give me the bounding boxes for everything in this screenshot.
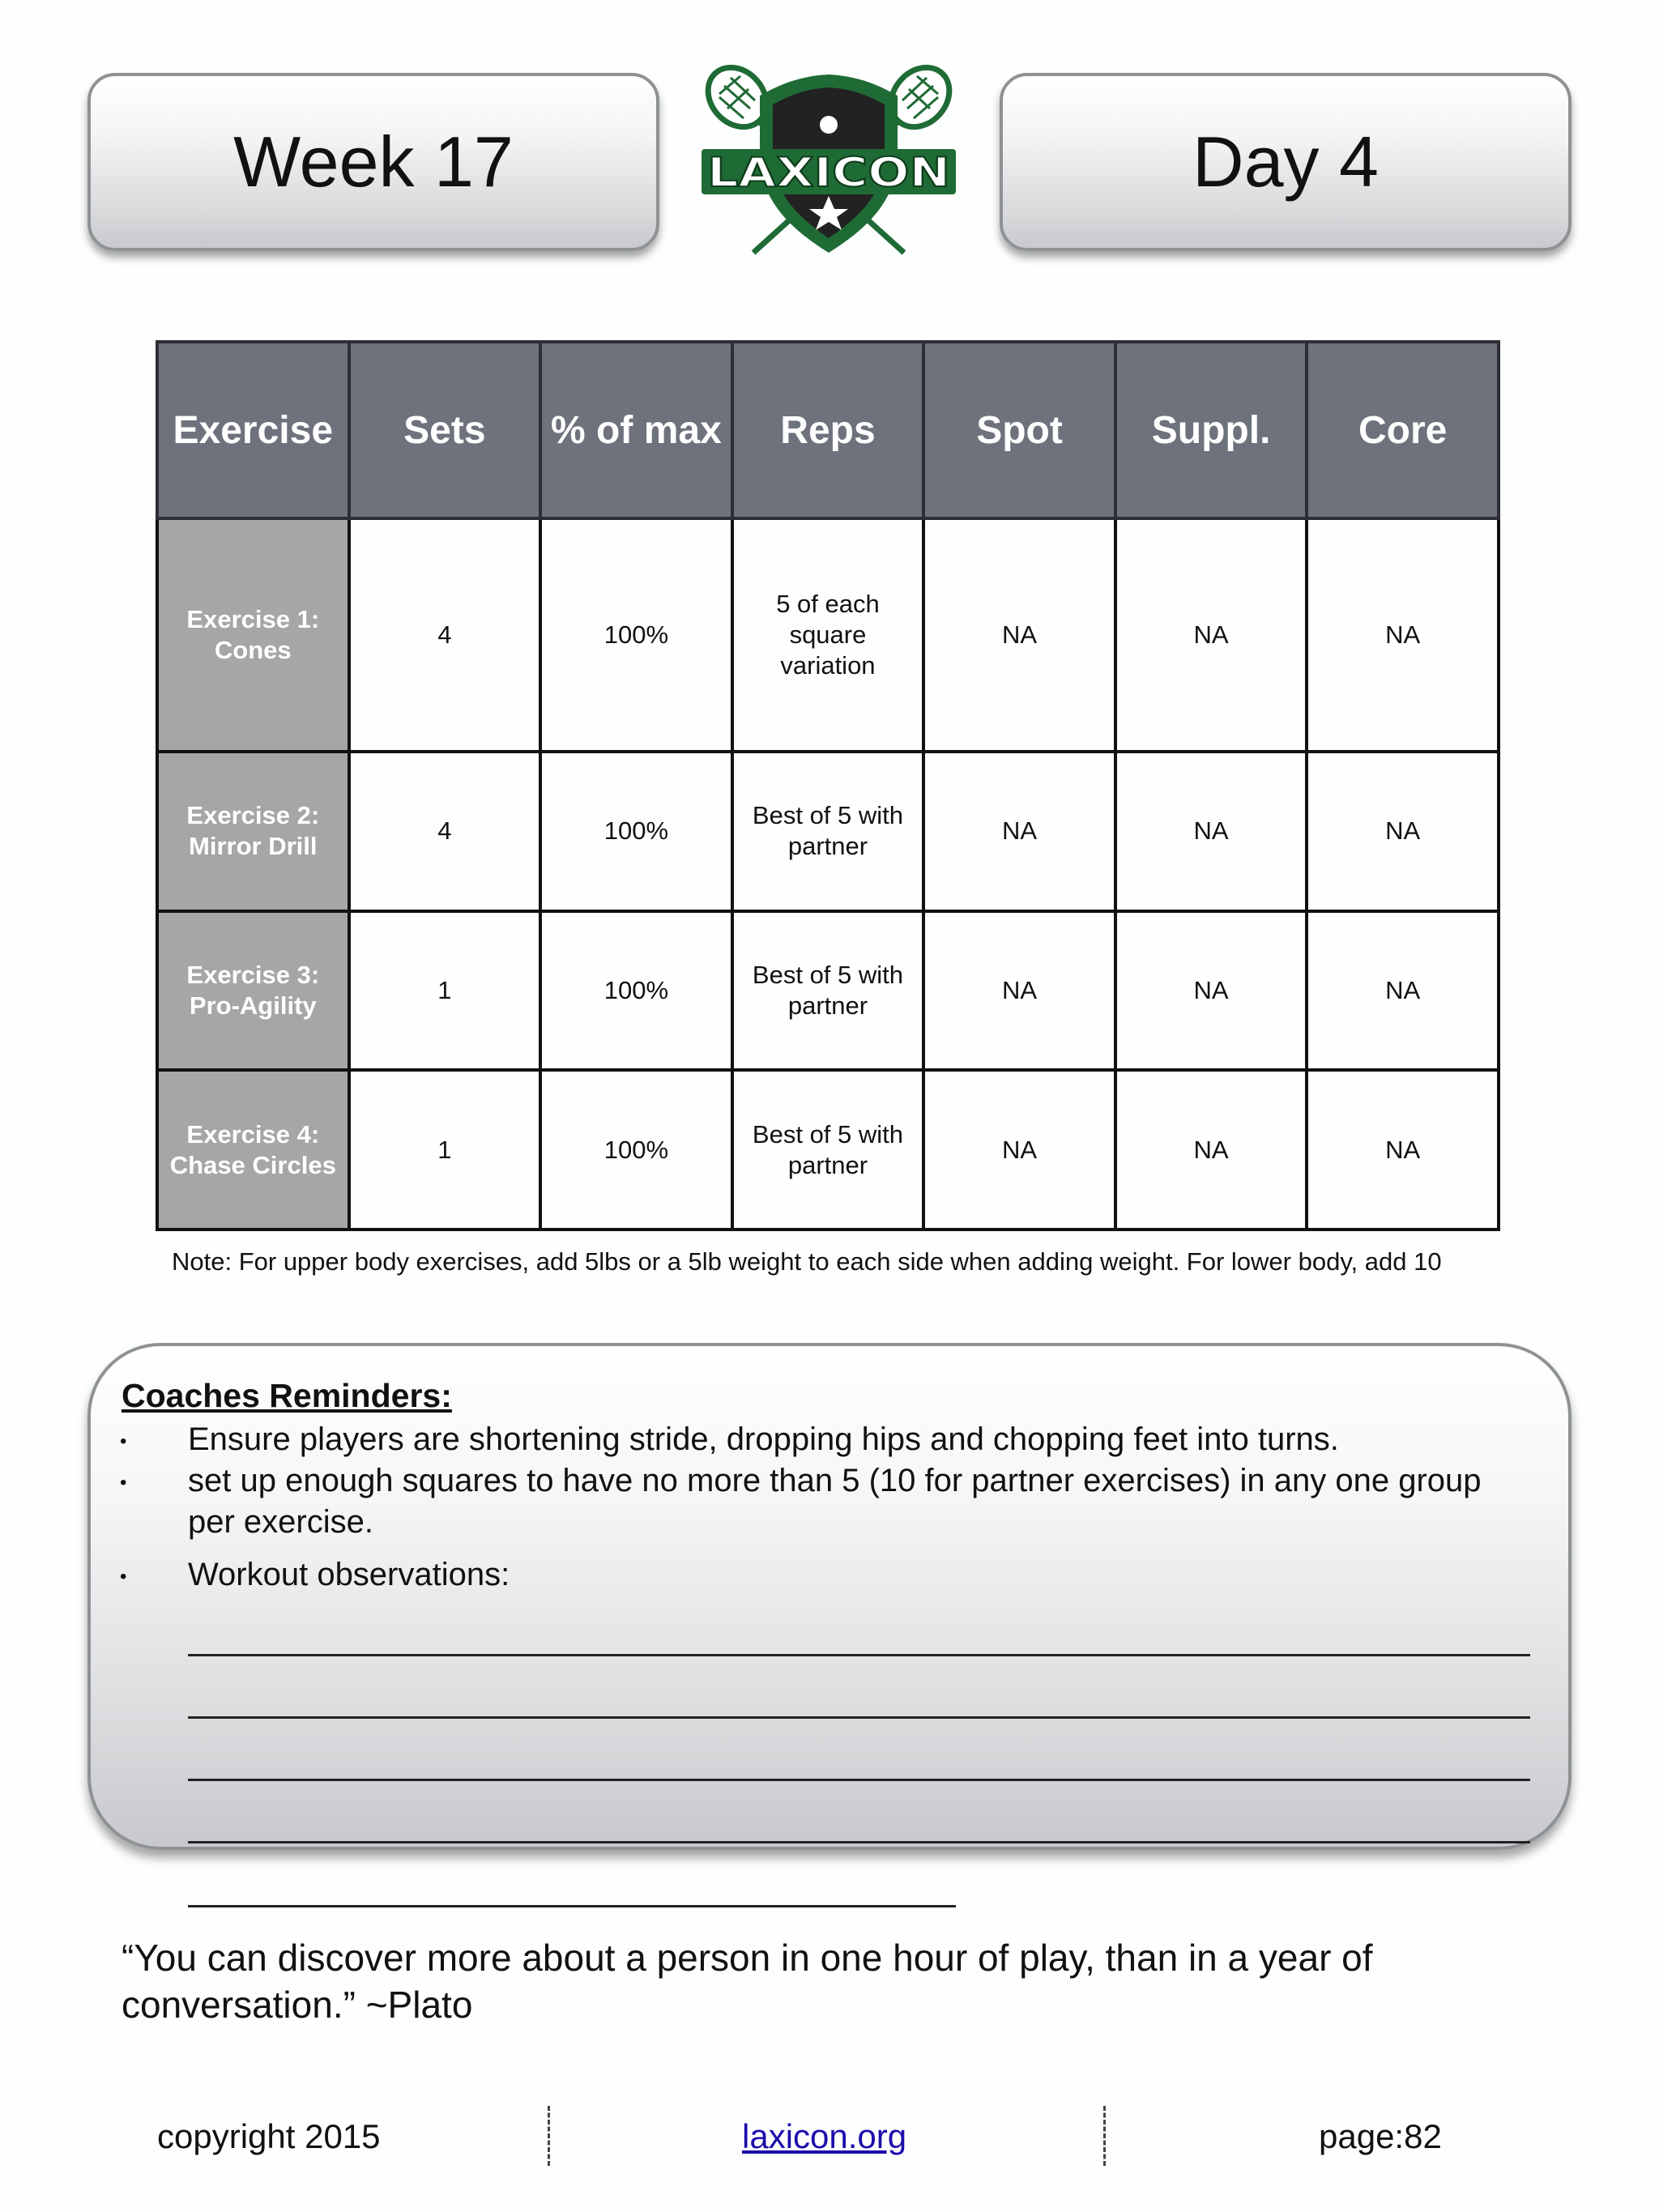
observation-line[interactable]	[188, 1654, 1530, 1656]
pct-cell: 100%	[540, 518, 732, 752]
page-number: page:82	[1319, 2117, 1442, 2155]
spot-cell: NA	[923, 911, 1115, 1071]
week-label-box	[87, 73, 659, 251]
core-cell: NA	[1307, 911, 1499, 1071]
table-row	[157, 518, 1499, 752]
table-row	[157, 911, 1499, 1071]
exercise-number: Exercise 2:	[186, 801, 320, 830]
exercise-number: Exercise 3:	[186, 960, 320, 989]
exercise-cell	[157, 1070, 349, 1230]
workout-table	[156, 340, 1500, 1231]
core-cell: NA	[1307, 1070, 1499, 1230]
pct-cell: 100%	[540, 752, 732, 911]
laxicon-link[interactable]: laxicon.org	[742, 2117, 907, 2155]
reps-cell: Best of 5 with partner	[732, 1070, 924, 1230]
header-suppl: Suppl.	[1115, 342, 1307, 518]
core-cell: NA	[1307, 518, 1499, 752]
observation-line[interactable]	[188, 1841, 1530, 1843]
reps-cell: Best of 5 with partner	[732, 911, 924, 1071]
day-label: Day 4	[1192, 121, 1379, 202]
table-header-row	[157, 342, 1499, 518]
footer-divider	[1103, 2106, 1106, 2166]
header-reps: Reps	[732, 342, 924, 518]
weight-note: Note: For upper body exercises, add 5lbs or a 5lb weight to each side when adding weight. For lower body, add 10	[172, 1247, 1442, 1276]
header-pct-max: % of max	[540, 342, 732, 518]
header-core: Core	[1307, 342, 1499, 518]
sets-cell: 4	[349, 518, 541, 752]
reminders-title: Coaches Reminders:	[122, 1377, 452, 1414]
bullet-icon: •	[120, 1566, 127, 1588]
header-sets: Sets	[349, 342, 541, 518]
exercise-number: Exercise 1:	[186, 604, 320, 633]
bullet-icon: •	[120, 1430, 127, 1452]
exercise-cell	[157, 752, 349, 911]
exercise-cell	[157, 911, 349, 1071]
suppl-cell: NA	[1115, 518, 1307, 752]
sets-cell: 1	[349, 1070, 541, 1230]
footer-divider	[548, 2106, 550, 2166]
table-row	[157, 1070, 1499, 1230]
table-row	[157, 752, 1499, 911]
reminder-item: set up enough squares to have no more than 5 (10 for partner exercises) in any one group per exercise.	[188, 1463, 1482, 1540]
exercise-name: Mirror Drill	[189, 832, 318, 861]
spot-cell: NA	[923, 752, 1115, 911]
exercise-name: Pro-Agility	[189, 991, 317, 1020]
suppl-cell: NA	[1115, 911, 1307, 1071]
exercise-name: Cones	[214, 635, 292, 664]
observation-line[interactable]	[188, 1779, 1530, 1781]
laxicon-logo	[695, 58, 962, 269]
pct-cell: 100%	[540, 1070, 732, 1230]
exercise-name: Chase Circles	[169, 1150, 336, 1179]
day-label-box	[1000, 73, 1572, 251]
bullet-icon: •	[120, 1472, 127, 1494]
header-spot: Spot	[923, 342, 1115, 518]
reminder-item: Workout observations:	[188, 1557, 510, 1592]
reps-cell: 5 of each square variation	[732, 518, 924, 752]
suppl-cell: NA	[1115, 1070, 1307, 1230]
observation-line[interactable]	[188, 1716, 1530, 1719]
exercise-cell	[157, 518, 349, 752]
plato-quote: “You can discover more about a person in one hour of play, than in a year of conversation.” ~Plato	[122, 1937, 1373, 2026]
reps-cell: Best of 5 with partner	[732, 752, 924, 911]
exercise-number: Exercise 4:	[186, 1119, 320, 1149]
copyright-text: copyright 2015	[157, 2117, 381, 2155]
week-label: Week 17	[233, 121, 514, 202]
spot-cell: NA	[923, 1070, 1115, 1230]
sets-cell: 1	[349, 911, 541, 1071]
reminder-item: Ensure players are shortening stride, dropping hips and chopping feet into turns.	[188, 1421, 1339, 1457]
observation-line[interactable]	[188, 1905, 956, 1907]
spot-cell: NA	[923, 518, 1115, 752]
sets-cell: 4	[349, 752, 541, 911]
logo-text: LAXICON	[707, 149, 950, 196]
suppl-cell: NA	[1115, 752, 1307, 911]
core-cell: NA	[1307, 752, 1499, 911]
pct-cell: 100%	[540, 911, 732, 1071]
header-exercise: Exercise	[157, 342, 349, 518]
